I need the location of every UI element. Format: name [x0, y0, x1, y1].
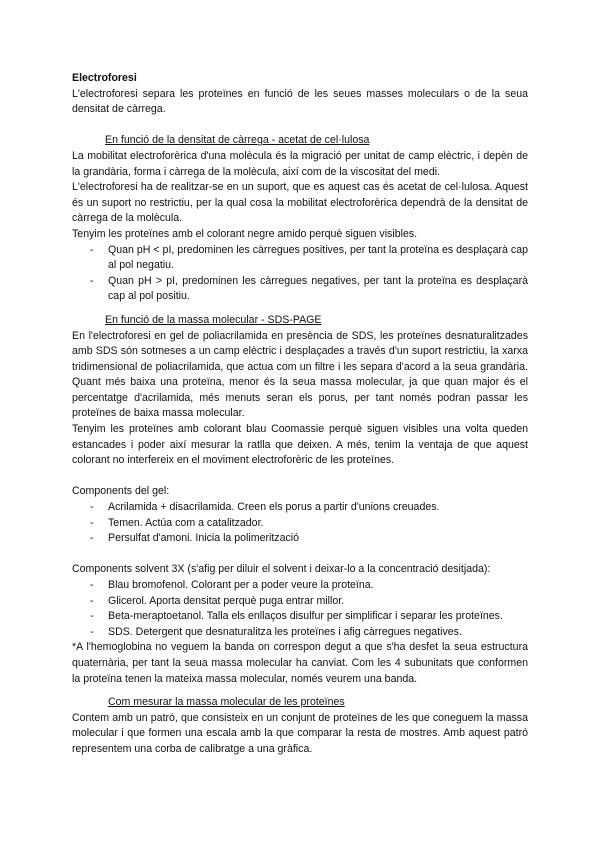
document-title: Electroforesi — [72, 72, 137, 84]
intro-paragraph: L'electroforesi separa les proteïnes en funció de les seues masses moleculars o de la seua densitat de càrrega. — [72, 87, 528, 116]
list-item: - Beta-meraptoetanol. Talla els enllaços disulfur per simplificar i separar les proteïnes. — [72, 609, 528, 625]
paragraph: L'electroforesi ha de realitzar-se en un suport, que es aquest cas és acetat de cel·lulosa. Aquest és un suport no restrictiu, per la qual cosa la mobilitat electroforèrica dependrà de la densitat de càrrega de la molècula. — [72, 181, 528, 225]
document-body — [72, 71, 528, 758]
list-item: - Blau bromofenol. Colorant per a poder veure la proteïna. — [72, 578, 528, 594]
section-heading-charge-density: En funció de la densitat de càrrega - acetat de cel·lulosa — [105, 134, 370, 147]
paragraph: Tenyim les proteïnes amb el colorant negre amido perquè siguen visibles. — [72, 227, 418, 240]
gel-components-label: Components del gel: — [72, 485, 170, 498]
hemoglobin-note: *A l'hemoglobina no veguem la banda on correspon degut a que s'ha desfet la seua estructura quaternària, per tant la seua massa molecular ha canviat. Com les 4 subunitats que conformen la proteïna tenen la mateixa massa molecular, només veurem una banda. — [72, 641, 528, 685]
paragraph: En l'electroforesi en gel de poliacrilamida en presència de SDS, les proteïnes desnaturalitzades amb SDS són sotmeses a un camp elèctric i desplaçades a través d'un suport restrictiu, la xarxa tridimensional de poliacrilamida, que actua com un filtre i les separa d'acord a la seua grandària. Quant més baixa una proteïna, menor és la seua massa molecular, ja que quan major és el percentatge d'acrilamida, més menuts seran els porus, per tant només podran passar les proteïnes de baixa massa molecular. — [72, 329, 528, 420]
list-item: - Temen. Actúa com a catalitzador. — [72, 516, 528, 532]
list-item: - Glicerol. Aporta densitat perquè puga entrar millor. — [72, 594, 528, 610]
list-item: - SDS. Detergent que desnaturalitza les proteïnes i afig càrregues negatives. — [72, 625, 528, 641]
section-heading-measure-mass: Com mesurar la massa molecular de les proteïnes — [108, 696, 345, 709]
list-item: - Acrilamida + disacrilamida. Creen els porus a partir d'unions creuades. — [72, 500, 528, 516]
paragraph: Tenyim les proteïnes amb colorant blau Coomassie perquè siguen visibles una volta queden estancades i poder així mesurar la ratlla que deixen. A més, tenim la ventaja de que aquest colorant no interfereix en el moviment electroforèric de les proteïnes. — [72, 423, 528, 467]
list-item: - Quan pH > pI, predominen les càrregues negatives, per tant la proteïna es desplaçarà cap al pol positiu. — [72, 274, 528, 305]
gel-components-list — [72, 500, 528, 547]
paragraph: La mobilitat electroforèrica d'una molècula és la migració per unitat de camp elèctric, i depèn de la grandària, forma i càrrega de la molècula, així com de la viscositat del medi. — [72, 149, 528, 178]
solvent-components-list — [72, 578, 528, 640]
ph-bullet-list — [72, 243, 528, 305]
section-heading-molecular-mass: En funció de la massa molecular - SDS-PAGE — [105, 313, 322, 326]
solvent-components-label: Components solvent 3X (s'afig per diluir el solvent i deixar-lo a la concentració desitjada): — [72, 563, 491, 576]
paragraph: Contem amb un patró, que consisteix en un conjunt de proteïnes de les que coneguem la massa molecular i que formen una escala amb la que comparar la resta de mostres. Amb aquest patró representem una corba de calibratge a una gràfica. — [72, 711, 528, 755]
list-item: - Persulfat d'amoni. Inicia la polimerització — [72, 531, 528, 547]
list-item: - Quan pH < pI, predominen les càrregues positives, per tant la proteïna es desplaçarà cap al pol negatiu. — [72, 243, 528, 274]
